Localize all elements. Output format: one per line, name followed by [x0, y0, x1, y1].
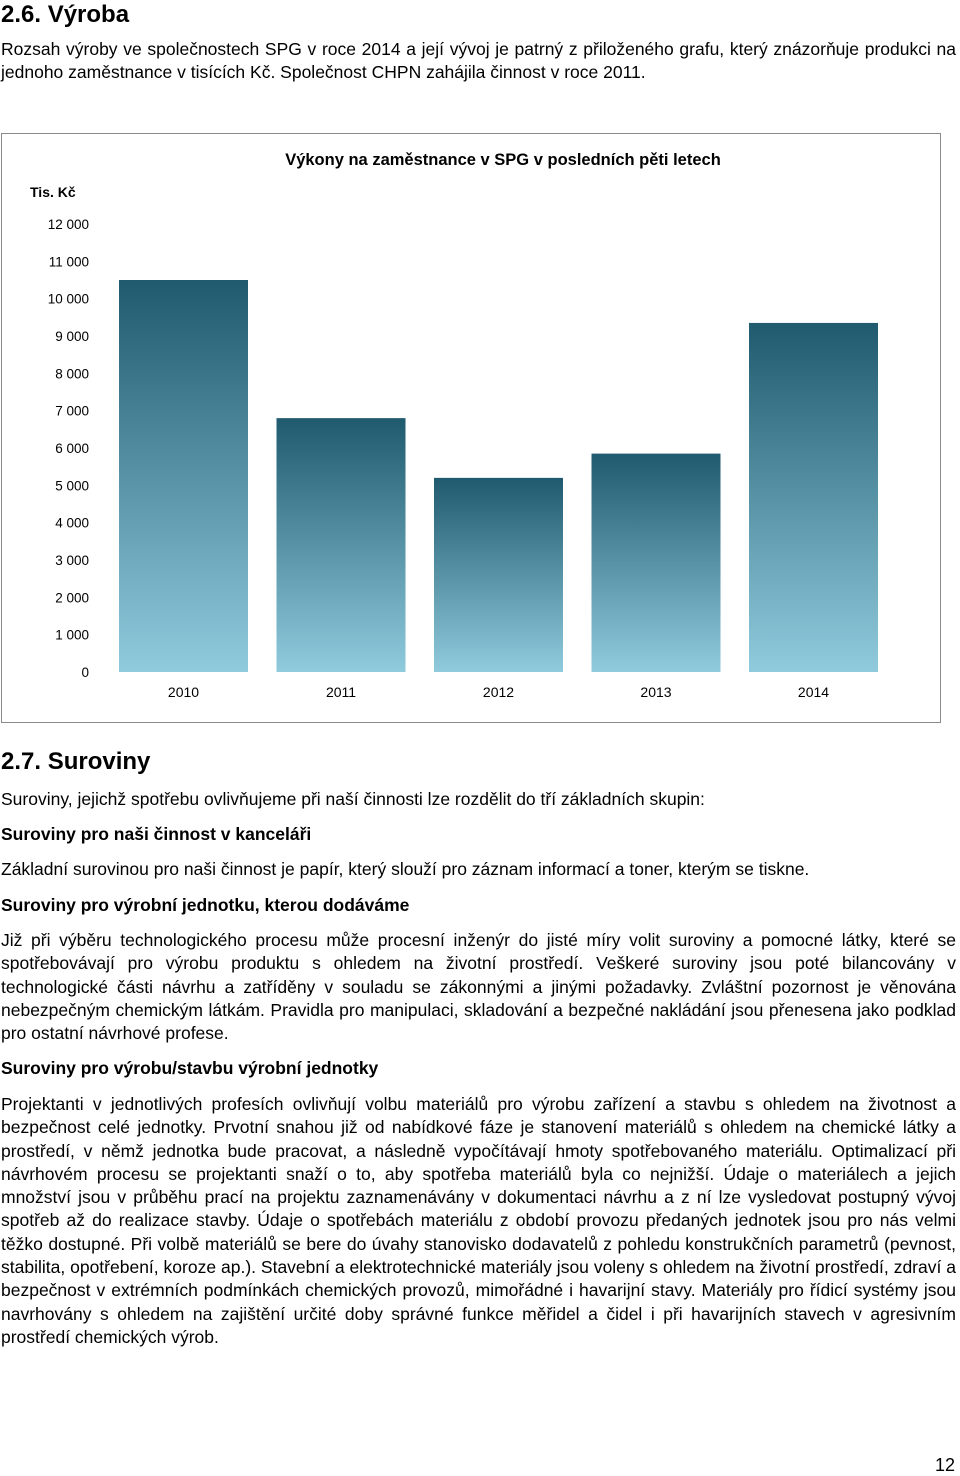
- x-tick-label: 2011: [325, 684, 357, 700]
- y-tick-label: 6 000: [55, 441, 89, 456]
- bar-2012: [434, 478, 563, 672]
- y-axis-label: Tis. Kč: [30, 184, 76, 200]
- bar-2010: [119, 280, 248, 672]
- bar-series: [119, 280, 878, 672]
- x-tick-label: 2012: [482, 684, 515, 700]
- y-tick-label: 5 000: [55, 478, 89, 494]
- y-tick-label: 12 000: [47, 217, 89, 232]
- bar-2011: [277, 418, 406, 672]
- x-tick-label: 2010: [167, 684, 200, 700]
- chart-title: Výkony na zaměstnance v SPG v posledních pěti letech: [285, 151, 721, 169]
- x-tick-label: 2014: [797, 684, 830, 700]
- production-chart: [1, 133, 941, 723]
- y-tick-label: 11 000: [48, 254, 89, 270]
- section-heading-suroviny: 2.7. Suroviny: [1, 748, 151, 775]
- bar-2014: [749, 323, 878, 672]
- y-tick-label: 10 000: [47, 291, 89, 307]
- unit-materials-text: Již při výběru technologického procesu může procesní inženýr do jisté míry volit suroviny a pomocné látky, které se spotřebovávají pro výrobu produktu s ohledem na životní prostředí. Veškeré suroviny jsou poté bilancovány v technologické části návrhu a zatříděny v souladu se zákonnými a jinými požadavky. Zvláštní pozornost je věnována nebezpečným chemickým látkám. Pravidla pro manipulaci, skladování a bezpečné nakládání jsou přenesena jako podklad pro ostatní návrhové profese.: [1, 930, 956, 1044]
- y-tick-label: 3 000: [55, 553, 89, 568]
- y-tick-label: 4 000: [55, 515, 89, 531]
- subheading-office-materials: Suroviny pro naši činnost v kanceláři: [1, 824, 312, 844]
- vyroba-paragraph: Rozsah výroby ve společnostech SPG v roce 2014 a její vývoj je patrný z přiloženého grafu, který znázorňuje produkci na jednoho zaměstnance v tisících Kč. Společnost CHPN zahájila činnost v roce 2011.: [1, 39, 956, 83]
- bar-2013: [592, 454, 721, 672]
- y-tick-label: 1 000: [55, 627, 89, 643]
- construction-materials-text: Projektanti v jednotlivých profesích ovlivňují volbu materiálů pro výrobu zařízení a stavbu s ohledem na životnost a bezpečnost celé jednotky. Prvotní snahou již od nabídkové fáze je stanovení materiálů s ohledem na chemické látky a prostředí, v němž jednotka bude pracovat, a následně vypočítávají hmoty spotřebovaného materiálu. Optimalizací při návrhovém procesu se projektanti snaží o to, aby spotřeba materiálů byla co nejnižší. Údaje o materiálech a jejich množství jsou v průběhu prací na projektu zaznamenávány v dokumentaci návrhu a z ní lze vysledovat postupný vývoj spotřeb až do realizace stavby. Údaje o spotřebách materiálu z období provozu předaných jednotek jsou pro nás velmi těžko dostupné. Při volbě materiálů se bere do úvahy stanovisko dodavatelů z pohledu konstrukčních parametrů (pevnost, stabilita, opotřebení, koroze ap.). Stavební a elektrotechnické materiály jsou voleny s ohledem na životní prostředí, zdraví a bezpečnost v extrémních podmínkách chemických provozů, mimořádné i havarijní stavy. Materiály pro řídicí systémy jsou navrhovány s ohledem na zajištění určité doby správné funkce měřidel a čidel i při havarijních stavech v agresivním prostředí chemických výrob.: [1, 1094, 956, 1347]
- suroviny-intro: Suroviny, jejichž spotřebu ovlivňujeme při naší činnosti lze rozdělit do tří základních skupin:: [1, 789, 705, 809]
- chart-canvas: [2, 134, 940, 722]
- subheading-unit-materials: Suroviny pro výrobní jednotku, kterou dodáváme: [1, 895, 410, 915]
- x-tick-labels: [168, 684, 829, 700]
- y-tick-label: 8 000: [55, 366, 89, 382]
- subheading-construction-materials: Suroviny pro výrobu/stavbu výrobní jednotky: [1, 1058, 379, 1078]
- y-tick-labels: [48, 217, 89, 680]
- y-tick-label: 0: [81, 665, 89, 680]
- y-tick-label: 2 000: [55, 590, 89, 606]
- y-tick-label: 7 000: [55, 403, 89, 419]
- section-heading-vyroba: 2.6. Výroba: [1, 1, 130, 28]
- y-tick-label: 9 000: [55, 329, 89, 344]
- office-materials-text: Základní surovinou pro naši činnost je papír, který slouží pro záznam informací a toner, kterým se tiskne.: [1, 859, 810, 879]
- x-tick-label: 2013: [640, 684, 672, 700]
- page-number: 12: [934, 1455, 955, 1475]
